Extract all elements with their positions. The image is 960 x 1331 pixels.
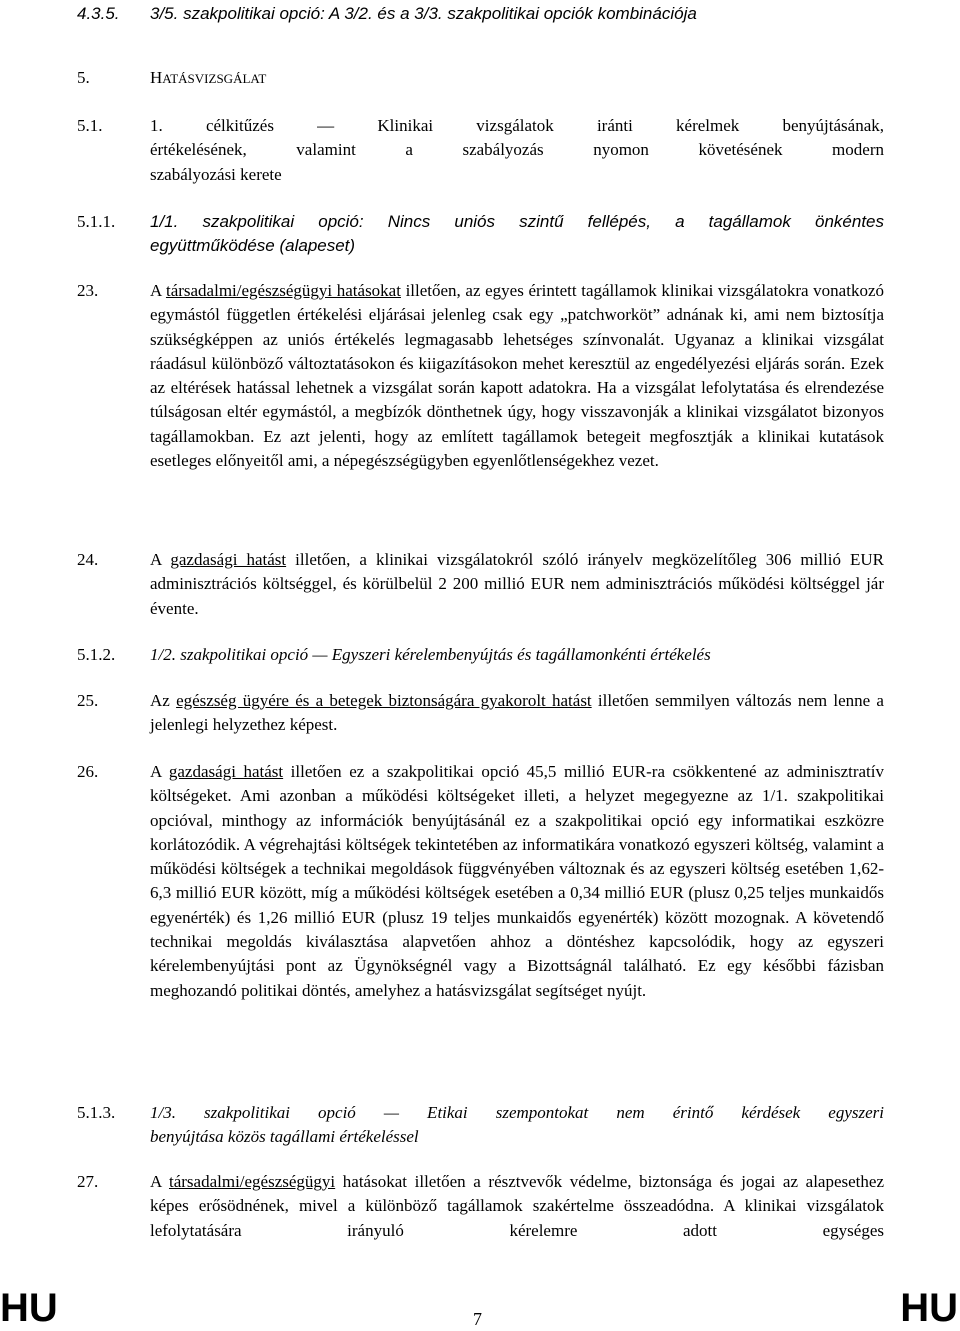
section-title-5-1-3-line2: benyújtása közös tagállami értékeléssel xyxy=(150,1127,419,1147)
paragraph-23-underlined: társadalmi/egészségügyi hatásokat xyxy=(165,281,401,300)
section-title-5-1-1 xyxy=(150,210,884,259)
section-title-5-1 xyxy=(150,114,884,187)
paragraph-23 xyxy=(150,279,884,473)
section-title-5-1-line2: értékelésének, valamint a szabályozás nyomon követésének modern xyxy=(150,140,884,160)
paragraph-24 xyxy=(150,548,884,621)
paragraph-number-25: 25. xyxy=(77,691,99,710)
section-title-5-1-3-line1: 1/3. szakpolitikai opció — Etikai szempontokat nem érintő kérdések egyszeri xyxy=(150,1103,884,1122)
section-title-5-1-1-line1: 1/1. szakpolitikai opció: Nincs uniós szintű fellépés, a tagállamok önkéntes xyxy=(150,212,884,231)
paragraph-23-pre: A xyxy=(150,281,166,300)
section-number-5-1-2: 5.1.2. xyxy=(77,645,116,664)
paragraph-25-pre: Az xyxy=(150,691,177,710)
section-title-5-rest: ATÁSVIZSGÁLAT xyxy=(162,71,267,86)
section-title-5-1-1-line2: együttműködése (alapeset) xyxy=(150,236,356,256)
paragraph-number-27: 27. xyxy=(77,1172,99,1191)
section-title-5 xyxy=(150,66,266,91)
section-title-4-3-5: 3/5. szakpolitikai opció: A 3/2. és a 3/3. szakpolitikai opciók kombinációja xyxy=(150,4,697,23)
paragraph-number-26: 26. xyxy=(77,762,99,781)
section-number-5-1: 5.1. xyxy=(77,116,103,135)
page-number: 7 xyxy=(473,1309,482,1329)
paragraph-27-underlined: társadalmi/egészségügyi xyxy=(168,1172,336,1191)
footer-language-right: HU xyxy=(900,1286,958,1330)
section-title-5-1-3 xyxy=(150,1101,884,1150)
paragraph-26-text: illetően ez a szakpolitikai opció 45,5 millió EUR-ra csökkentené az adminisztratív költségeket. Ami azonban a működési költségeket illeti, a helyzet megegyezne az 1/1. szakpolitikai opcióval, minthogy az információk benyújtásánál ez a szakpolitikai opció egy informatikai eszközre korlátozódik. A végrehajtási költségek tekintetében az informatikára vonatkozó egyszeri költség, valamint a működési költségek a technikai megoldások függvényében változnak és az egyszeri költség esetében 1,62-6,3 millió EUR között, míg a működési költségek esetében a 0,34 millió EUR (plusz 0,25 teljes munkaidős egyenérték) és 1,26 millió EUR (plusz 19 teljes munkaidős egyenérték) között mozognak. A követendő technikai megoldás kiválasztása alapvetően ahhoz a döntéshez kapcsolódik, hogy az egyszeri kérelembenyújtási pont az Ügynökségnél vagy a Bizottságnál található. Ez egy későbbi fázisban meghozandó politikai döntés, amelyhez a hatásvizsgálat segítséget nyújt. xyxy=(150,762,884,1000)
paragraph-24-pre: A xyxy=(150,550,171,569)
section-number-4-3-5: 4.3.5. xyxy=(77,4,120,23)
section-title-5-initial: H xyxy=(150,68,163,87)
paragraph-25-underlined: egészség ügyére és a betegek biztonságára gyakorolt hatást xyxy=(176,691,592,710)
section-number-5: 5. xyxy=(77,68,90,87)
paragraph-27 xyxy=(150,1170,884,1243)
paragraph-27-pre: A xyxy=(150,1172,169,1191)
section-title-5-1-2: 1/2. szakpolitikai opció — Egyszeri kérelembenyújtás és tagállamonkénti értékelés xyxy=(150,645,711,664)
section-number-5-1-1: 5.1.1. xyxy=(77,212,116,231)
paragraph-26-pre: A xyxy=(150,762,169,781)
paragraph-26-underlined: gazdasági hatást xyxy=(168,762,284,781)
paragraph-25 xyxy=(150,689,884,738)
paragraph-number-23: 23. xyxy=(77,281,99,300)
paragraph-24-text: illetően, a klinikai vizsgálatokról szóló irányelv megközelítőleg 306 millió EUR adminisztrációs költséggel, és körülbelül 2 200 millió EUR nem adminisztrációs működési költséggel jár évente. xyxy=(150,550,884,618)
paragraph-27-text: hatásokat illetően a résztvevők védelme, biztonsága és jogai az alapesethez képes erősödnének, mivel a különböző tagállamok szakértelme összeadódna. A klinikai vizsgálatok lefolytatására irányuló kérelemre adott egységes xyxy=(150,1172,884,1240)
section-number-5-1-3: 5.1.3. xyxy=(77,1103,116,1122)
paragraph-26 xyxy=(150,760,884,1003)
section-title-5-1-line1: 1. célkitűzés — Klinikai vizsgálatok iránti kérelmek benyújtásának, xyxy=(150,116,884,135)
paragraph-number-24: 24. xyxy=(77,550,99,569)
paragraph-23-text: illetően, az egyes érintett tagállamok klinikai vizsgálatokra vonatkozó egymástól független értékelési eljárásai jelenleg csak egy „patchworköt” adnának ki, ami nem biztosítja szükségképpen az uniós értékelés legmagasabb lehetséges színvonalát. Ugyanaz a klinikai vizsgálat ráadásul különböző változtatásokon és kiigazításokon mehet keresztül az engedélyezési eljárás során. Ezek az eltérések hatással lehetnek a vizsgálat során kapott adatokra. Ha a vizsgálat lefolytatása és elrendezése túlságosan eltér egymástól, a megbízók dönthetnek úgy, hogy visszavonják a klinikai vizsgálatot bizonyos tagállamokban. Ez azt jelenti, hogy az említett tagállamok betegeit megfosztják a klinikai kutatások esetleges előnyeitől ami, a népegészségügyben egyenlőtlenségekhez vezet. xyxy=(150,281,884,471)
paragraph-24-underlined: gazdasági hatást xyxy=(170,550,287,569)
section-title-5-1-line3: szabályozási kerete xyxy=(150,164,282,184)
paragraph-25-text: illetően semmilyen változás nem lenne a jelenlegi helyzethez képest. xyxy=(150,691,884,735)
footer-language-left: HU xyxy=(0,1286,58,1330)
